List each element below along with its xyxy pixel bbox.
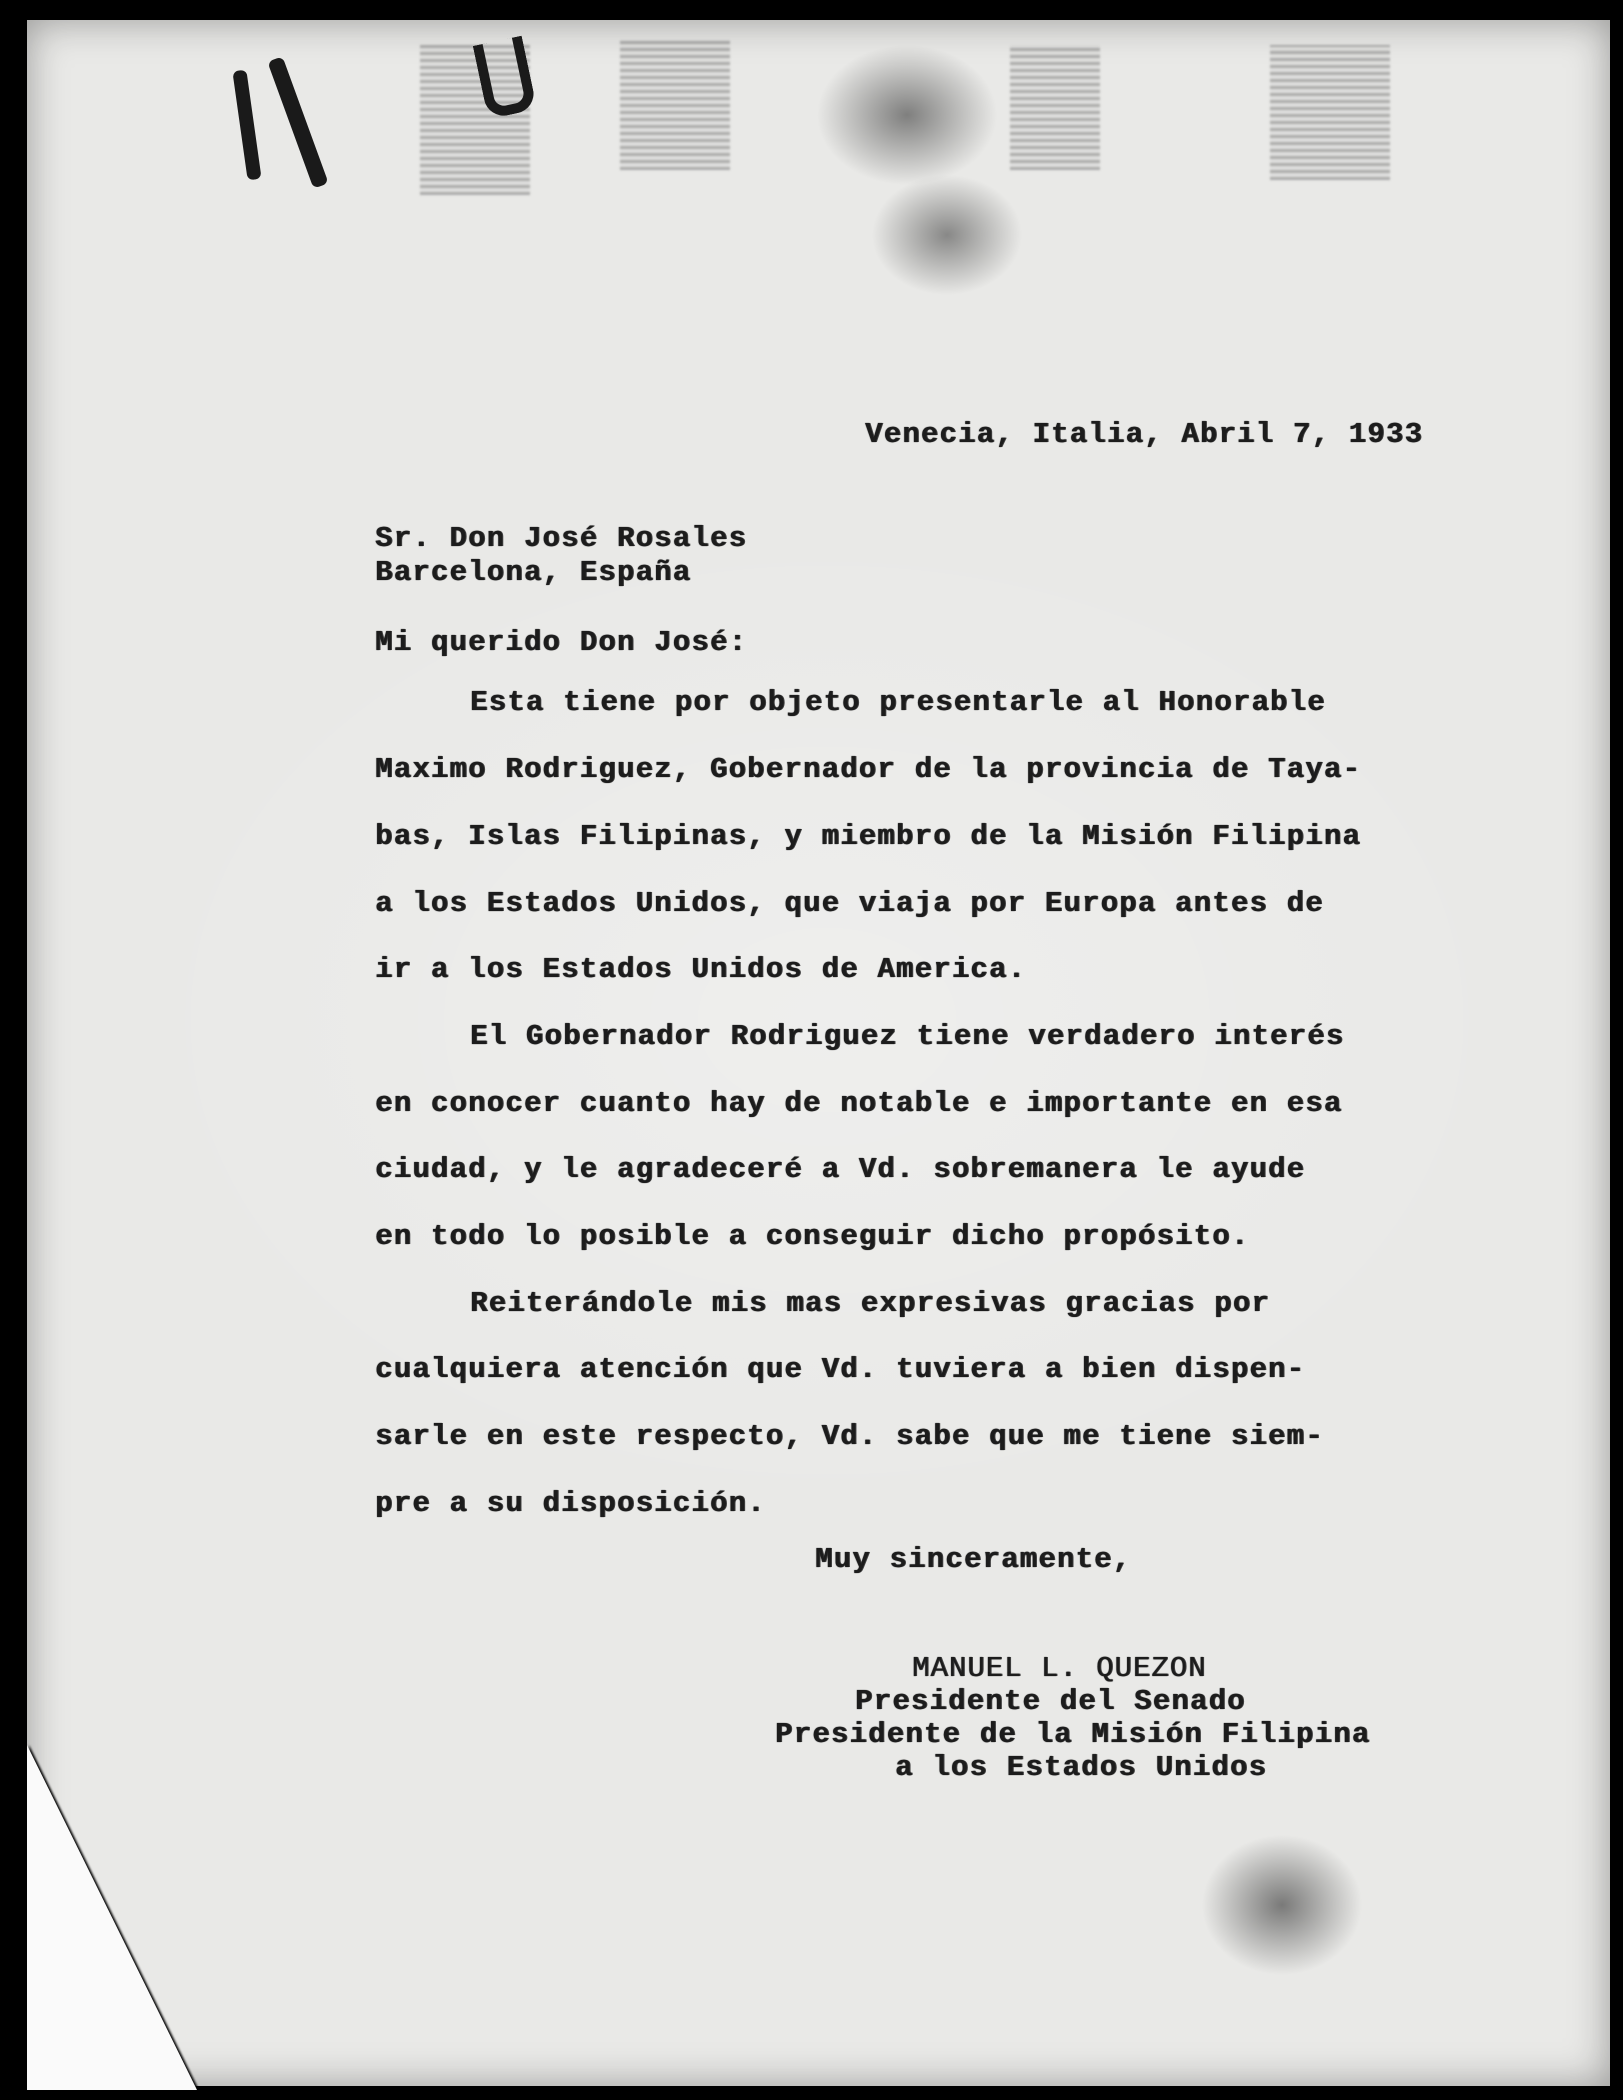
ink-smudge <box>1270 45 1390 180</box>
body-line: El Gobernador Rodriguez tiene verdadero interés <box>470 1020 1345 1053</box>
salutation: Mi querido Don José: <box>375 626 748 659</box>
signatory-title: a los Estados Unidos <box>895 1751 1268 1784</box>
body-line: ciudad, y le agradeceré a Vd. sobremanera le ayude <box>375 1153 1306 1186</box>
ink-smudge <box>1010 45 1100 170</box>
body-line: cualquiera atención que Vd. tuviera a bien dispen- <box>375 1353 1306 1386</box>
body-line: sarle en este respecto, Vd. sabe que me tiene siem- <box>375 1420 1324 1453</box>
body-line: en conocer cuanto hay de notable e importante en esa <box>375 1087 1343 1120</box>
signatory-name: MANUEL L. QUEZON <box>912 1652 1207 1685</box>
body-line: Maximo Rodriguez, Gobernador de la provincia de Taya- <box>375 753 1361 786</box>
body-line: a los Estados Unidos, que viaja por Europa antes de <box>375 887 1324 920</box>
ink-smudge <box>620 40 730 170</box>
recipient-name: Sr. Don José Rosales <box>375 522 748 555</box>
body-line: bas, Islas Filipinas, y miembro de la Misión Filipina <box>375 820 1361 853</box>
letter-date: Venecia, Italia, Abril 7, 1933 <box>865 418 1424 451</box>
closing: Muy sinceramente, <box>815 1543 1132 1576</box>
signatory-title: Presidente del Senado <box>855 1685 1246 1718</box>
body-line: Reiterándole mis mas expresivas gracias por <box>470 1287 1270 1320</box>
body-line: en todo lo posible a conseguir dicho propósito. <box>375 1220 1250 1253</box>
body-line: pre a su disposición. <box>375 1487 766 1520</box>
body-line: ir a los Estados Unidos de America. <box>375 953 1027 986</box>
body-line: Esta tiene por objeto presentarle al Honorable <box>470 686 1326 719</box>
recipient-location: Barcelona, España <box>375 556 692 589</box>
paper-sheet <box>27 20 1610 2086</box>
folded-corner <box>27 1745 197 2090</box>
signatory-title: Presidente de la Misión Filipina <box>775 1718 1371 1751</box>
